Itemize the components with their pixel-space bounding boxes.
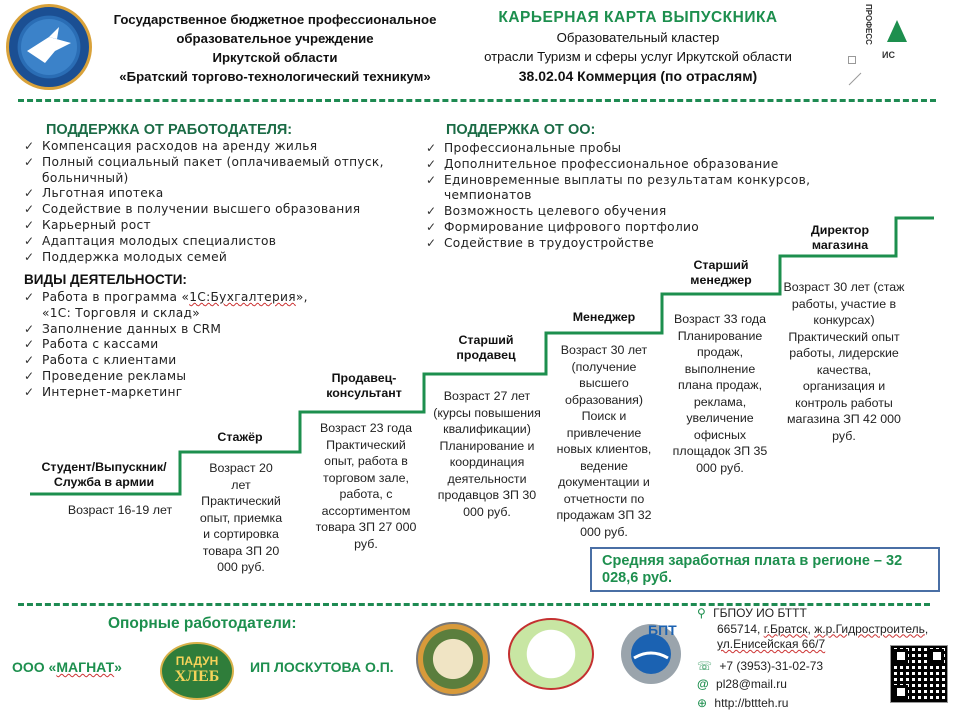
stage-title-consultant: Продавец-консультант: [326, 371, 402, 400]
list-item: ✓ Компенсация расходов на аренду жилья: [24, 139, 384, 155]
cluster-label: Образовательный кластер: [556, 30, 720, 45]
list-item: ✓ Содействие в получении высшего образования: [24, 202, 384, 218]
employers-heading: Опорные работодатели:: [108, 615, 297, 632]
stage-desc-senior-manager: Возраст 33 года Планирование продаж, выполнение плана продаж, реклама, увеличение офисных площадок ЗП 35 000 руб.: [672, 312, 768, 475]
org-line: «Братский торгово-технологический техникум»: [119, 69, 431, 84]
contact-street: ул.Енисейская 66/7: [717, 637, 826, 651]
document-title: КАРЬЕРНАЯ КАРТА ВЫПУСКНИКА: [498, 9, 778, 26]
list-item: ✓ Дополнительное профессиональное образование: [426, 157, 846, 173]
contact-phone: +7 (3953)-31-02-73: [719, 658, 824, 673]
activities-heading: ВИДЫ ДЕЯТЕЛЬНОСТИ:: [24, 272, 187, 287]
phone-icon: ☏: [697, 658, 713, 673]
logo-vertical-text: ПРОФЕСС: [864, 4, 873, 45]
contact-sep: ,: [807, 621, 815, 636]
stage-desc-student: Возраст 16-19 лет: [67, 503, 173, 517]
stage-desc-senior-seller: Возраст 27 лет (курсы повышения квалификации) Планирование и координация деятельности продавцов ЗП 30 000 руб.: [433, 389, 541, 519]
employer-suffix: »: [114, 659, 122, 675]
org-line: Иркутской области: [212, 50, 338, 65]
stage-title-student: Студент/Выпускник/ Служба в армии: [41, 460, 167, 489]
qr-corner-tl: [894, 649, 908, 663]
list-item: ✓ Интернет-маркетинг: [24, 385, 324, 401]
contact-comma: ,: [924, 621, 929, 636]
stage-title-manager: Менеджер: [572, 310, 636, 324]
stage-title-senior-seller: Старший продавец: [456, 333, 516, 362]
padun-hleb-logo: [150, 640, 242, 704]
stage-desc-consultant: Возраст 23 года Практический опыт, работа в торговом зале, работа, с ассортиментом товара ЗП 27 000 руб.: [315, 421, 417, 551]
specialty-label: 38.02.04 Коммерция (по отраслям): [518, 68, 758, 84]
list-item: ✓ Карьерный рост: [24, 218, 384, 234]
list-item: ✓ Формирование цифрового портфолио: [426, 220, 846, 236]
stage-desc-manager: Возраст 30 лет (получение высшего образования) Поиск и привлечение новых клиентов, ведение документации и отчетности по продажам ЗП 32 000 руб.: [556, 343, 652, 539]
qr-corner-tr: [930, 649, 944, 663]
org-line: Государственное бюджетное профессиональное: [113, 12, 437, 27]
list-item: ✓ Полный социальный пакет (оплачиваемый отпуск, больничный): [24, 155, 384, 187]
contact-district: ж.р.Гидростроитель: [814, 621, 925, 636]
employer-magnat-name: МАГНАТ: [56, 659, 115, 675]
logo-bottom-text: ХЛЕБ: [174, 668, 220, 685]
activity-prefix: Работа в программа «: [42, 290, 190, 304]
contact-email[interactable]: pl28@mail.ru: [716, 677, 787, 691]
stage-title-senior-manager: Старший менеджер: [690, 258, 752, 287]
activity-line2: «1С: Торговля и склад»: [42, 305, 200, 320]
contact-zip: 665714,: [717, 621, 764, 636]
list-item: ✓ Работа с клиентами: [24, 353, 324, 369]
employer-support-heading: ПОДДЕРЖКА ОТ РАБОТОДАТЕЛЯ:: [46, 122, 293, 138]
logo-top-text: ПАДУН: [175, 654, 219, 668]
list-item: ✓ Поддержка молодых семей: [24, 250, 384, 266]
contact-org: ГБПОУ ИО БТТТ: [713, 606, 807, 620]
qr-corner-bl: [894, 685, 908, 699]
employer-prefix: ООО «: [12, 659, 57, 675]
list-item: ✓ Профессиональные пробы: [426, 141, 846, 157]
location-pin-icon: ⚲: [697, 606, 706, 620]
stage-desc-director: Возраст 30 лет (стаж работы, участие в конкурсах) Практический опыт работы, лидерские качества, организация и контроль работы магазина ЗП 42 000 руб.: [783, 280, 905, 443]
oo-support-heading: ПОДДЕРЖКА ОТ ОО:: [446, 122, 596, 138]
activity-link: 1С:Бухгалтерия: [189, 290, 296, 304]
globe-icon: ⊕: [697, 695, 708, 710]
list-item: ✓ Адаптация молодых специалистов: [24, 234, 384, 250]
at-icon: @: [697, 677, 709, 691]
list-item: ✓ Льготная ипотека: [24, 186, 384, 202]
stage-desc-trainee: Возраст 20 лет Практический опыт, приемка и сортировка товара ЗП 20 000 руб.: [199, 461, 283, 574]
employer-loskutova: ИП ЛОСКУТОВА О.П.: [250, 659, 394, 675]
org-line: образовательное учреждение: [176, 31, 374, 46]
qr-code: [890, 645, 948, 703]
list-item: ✓ Содействие в трудоустройстве: [426, 236, 846, 252]
industry-label: отрасли Туризм и сферы услуг Иркутской области: [484, 49, 792, 64]
list-item: ✓ Единовременные выплаты по результатам конкурсов, чемпионатов: [426, 173, 846, 205]
employer-magnat: [12, 659, 122, 675]
activity-mid: »,: [295, 290, 308, 304]
tech-college-logo: [508, 618, 594, 690]
list-item: ✓ Проведение рекламы: [24, 369, 324, 385]
stage-title-trainee: Стажёр: [217, 430, 263, 444]
bpt-logo-text: БПТ: [648, 622, 677, 638]
contact-site[interactable]: http://bttteh.ru: [714, 695, 789, 710]
list-item: ✓ Возможность целевого обучения: [426, 204, 846, 220]
list-item: ✓ Заполнение данных в CRM: [24, 322, 324, 338]
stage-title-director: Директор магазина: [810, 223, 870, 252]
contact-city: г.Братск: [763, 621, 808, 636]
logo-sub-text: ИС: [882, 50, 895, 60]
list-item: ✓ Работа с кассами: [24, 337, 324, 353]
gear-emblem-logo: [416, 622, 490, 696]
contact-org-row: [697, 606, 947, 622]
bpt-logo: [612, 618, 690, 690]
average-salary-box: Средняя заработная плата в регионе – 32 028,6 руб.: [590, 547, 940, 592]
